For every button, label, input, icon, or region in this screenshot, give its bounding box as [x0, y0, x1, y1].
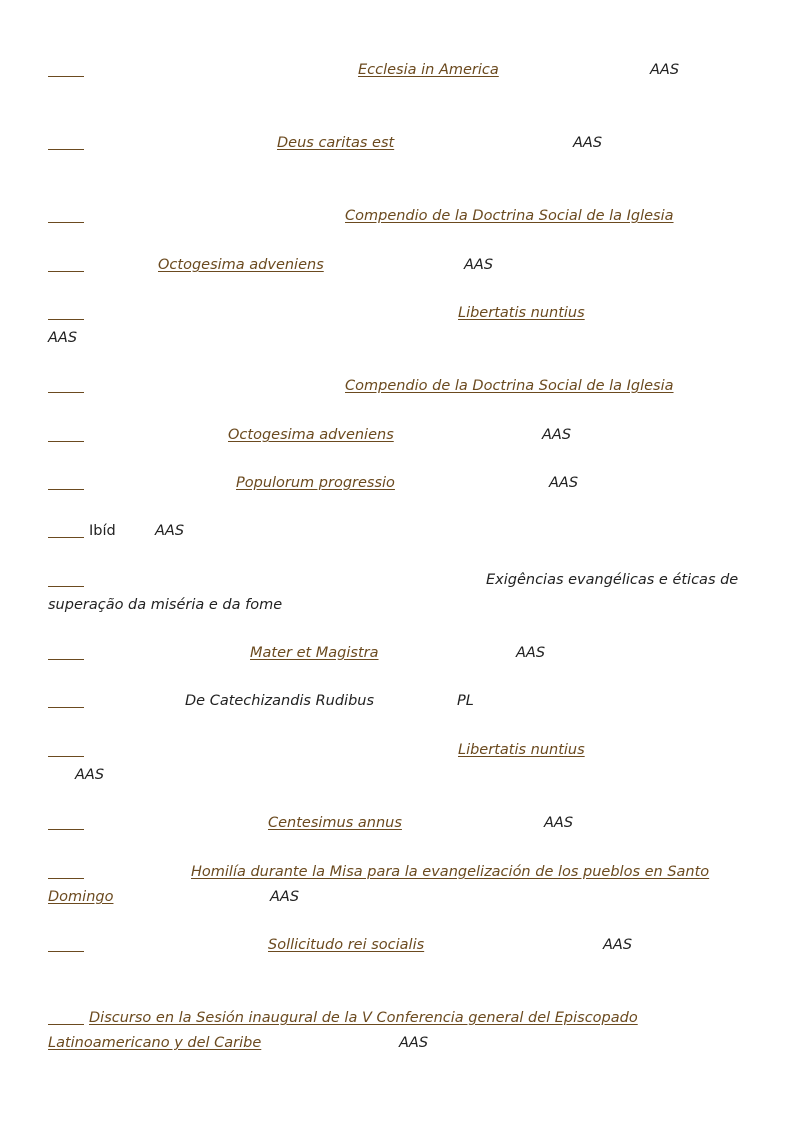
- pl-reference: PL: [457, 693, 474, 709]
- footnote-number[interactable]: [48, 641, 84, 669]
- aas-reference: AAS: [75, 767, 105, 783]
- footnote-link[interactable]: Libertatis nuntius: [458, 742, 585, 758]
- footnote-link-cont[interactable]: Domingo: [48, 889, 114, 905]
- footnote-link[interactable]: Compendio de la Doctrina Social de la Iglesia: [345, 378, 674, 394]
- footnote-number[interactable]: [48, 471, 84, 499]
- footnote-number[interactable]: [48, 131, 84, 159]
- aas-reference: AAS: [544, 815, 574, 831]
- document-title: De Catechizandis Rudibus: [185, 693, 375, 709]
- footnote-link[interactable]: Ecclesia in America: [358, 62, 499, 78]
- footnote-number[interactable]: [48, 253, 84, 281]
- aas-reference: AAS: [270, 889, 300, 905]
- footnote-link[interactable]: Homilía durante la Misa para la evangelización de los pueblos en Santo: [191, 864, 710, 880]
- footnote-7: [48, 423, 748, 448]
- footnote-number[interactable]: [48, 811, 84, 839]
- footnote-link[interactable]: Mater et Magistra: [250, 645, 379, 661]
- footnote-14: [48, 811, 748, 836]
- footnote-number[interactable]: [48, 58, 84, 86]
- footnote-2: [48, 131, 748, 156]
- footnote-16: [48, 933, 748, 958]
- aas-reference: AAS: [549, 475, 579, 491]
- document-title-cont: superação da miséria e da fome: [48, 597, 283, 613]
- footnote-number[interactable]: [48, 568, 84, 596]
- footnote-5: [48, 301, 748, 351]
- footnote-link[interactable]: Centesimus annus: [268, 815, 402, 831]
- footnote-6: [48, 374, 748, 399]
- footnote-number[interactable]: [48, 423, 84, 451]
- aas-reference: AAS: [516, 645, 546, 661]
- footnote-link[interactable]: Octogesima adveniens: [158, 257, 324, 273]
- footnote-number[interactable]: [48, 374, 84, 402]
- aas-reference: AAS: [650, 62, 680, 78]
- footnote-11: [48, 641, 748, 666]
- footnote-link-cont[interactable]: Latinoamericano y del Caribe: [48, 1035, 262, 1051]
- aas-reference: AAS: [399, 1035, 429, 1051]
- footnote-number[interactable]: [48, 1006, 84, 1034]
- footnote-4: [48, 253, 748, 278]
- aas-reference: AAS: [464, 257, 494, 273]
- footnote-3: [48, 204, 748, 229]
- footnote-link[interactable]: Populorum progressio: [236, 475, 395, 491]
- footnote-link[interactable]: Sollicitudo rei socialis: [268, 937, 425, 953]
- footnote-link[interactable]: Libertatis nuntius: [458, 305, 585, 321]
- aas-reference: AAS: [48, 330, 78, 346]
- aas-reference: AAS: [603, 937, 633, 953]
- footnote-link[interactable]: Octogesima adveniens: [228, 427, 394, 443]
- footnote-10: [48, 568, 748, 618]
- footnote-link[interactable]: Discurso en la Sesión inaugural de la V Conferencia general del Episcopado: [89, 1010, 638, 1026]
- ibid-text: Ibíd: [89, 523, 116, 539]
- footnote-13: [48, 738, 748, 788]
- aas-reference: AAS: [542, 427, 572, 443]
- footnote-1: [48, 58, 748, 83]
- footnote-15: [48, 860, 748, 910]
- footnote-9: [48, 519, 748, 544]
- footnote-8: [48, 471, 748, 496]
- footnote-link[interactable]: Deus caritas est: [277, 135, 395, 151]
- footnote-12: [48, 689, 748, 714]
- footnote-number[interactable]: [48, 738, 84, 766]
- document-title: Exigências evangélicas e éticas de: [486, 572, 739, 588]
- aas-reference: AAS: [155, 523, 185, 539]
- footnote-number[interactable]: [48, 860, 84, 888]
- footnote-number[interactable]: [48, 204, 84, 232]
- footnote-number[interactable]: [48, 933, 84, 961]
- footnote-number[interactable]: [48, 301, 84, 329]
- aas-reference: AAS: [573, 135, 603, 151]
- footnote-number[interactable]: [48, 519, 84, 547]
- footnote-link[interactable]: Compendio de la Doctrina Social de la Iglesia: [345, 208, 674, 224]
- footnote-number[interactable]: [48, 689, 84, 717]
- footnote-17: [48, 1006, 748, 1056]
